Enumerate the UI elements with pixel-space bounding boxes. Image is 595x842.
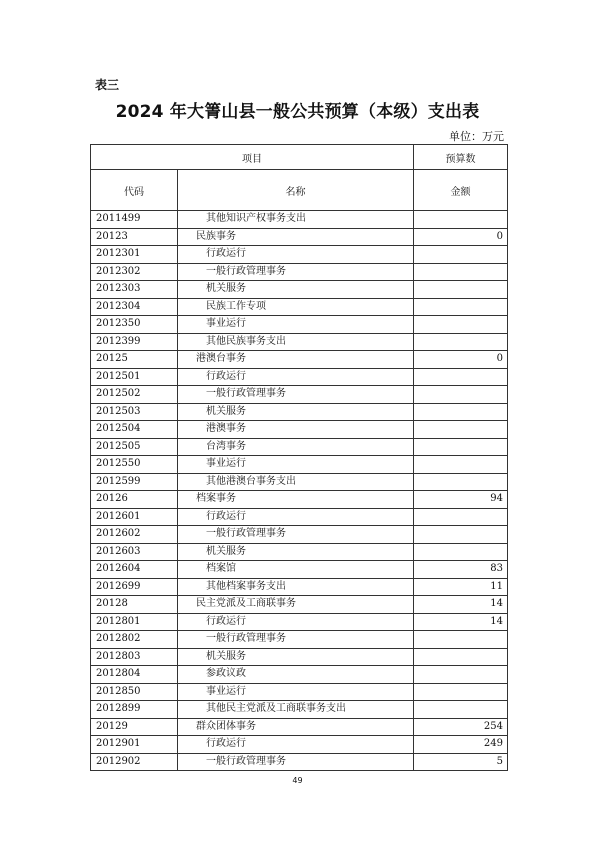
row-amount [414, 526, 508, 544]
table-row [91, 211, 508, 229]
row-amount [414, 386, 508, 404]
row-name: 其他知识产权事务支出 [178, 211, 414, 229]
row-name: 民族工作专项 [178, 298, 414, 316]
table-row [91, 456, 508, 474]
table-row [91, 718, 508, 736]
table-row [91, 281, 508, 299]
row-code: 2012602 [91, 526, 178, 544]
table-row [91, 631, 508, 649]
row-name: 事业运行 [178, 456, 414, 474]
table-row [91, 683, 508, 701]
row-name: 其他港澳台事务支出 [178, 473, 414, 491]
table-row [91, 701, 508, 719]
row-amount [414, 421, 508, 439]
row-name: 行政运行 [178, 613, 414, 631]
row-name: 行政运行 [178, 246, 414, 264]
row-code: 2012599 [91, 473, 178, 491]
row-name: 港澳台事务 [178, 351, 414, 369]
row-amount [414, 333, 508, 351]
header-budget: 预算数 [414, 145, 508, 170]
row-name: 事业运行 [178, 683, 414, 701]
row-code: 2012302 [91, 263, 178, 281]
table-row [91, 386, 508, 404]
header-row-2 [91, 170, 508, 211]
row-code: 2012501 [91, 368, 178, 386]
table-row [91, 526, 508, 544]
table-row [91, 491, 508, 509]
row-code: 2012603 [91, 543, 178, 561]
row-code: 2012350 [91, 316, 178, 334]
row-code: 20123 [91, 228, 178, 246]
row-code: 2012303 [91, 281, 178, 299]
row-name: 一般行政管理事务 [178, 263, 414, 281]
row-code: 2012604 [91, 561, 178, 579]
row-amount: 14 [414, 613, 508, 631]
row-amount: 11 [414, 578, 508, 596]
table-row [91, 596, 508, 614]
row-name: 档案事务 [178, 491, 414, 509]
table-label: 表三 [95, 78, 120, 92]
header-row-1 [91, 145, 508, 170]
row-code: 2011499 [91, 211, 178, 229]
row-name: 行政运行 [178, 736, 414, 754]
row-name: 民主党派及工商联事务 [178, 596, 414, 614]
header-name: 名称 [178, 170, 414, 211]
budget-table [90, 144, 508, 771]
row-amount: 14 [414, 596, 508, 614]
row-name: 一般行政管理事务 [178, 526, 414, 544]
row-code: 2012505 [91, 438, 178, 456]
row-name: 机关服务 [178, 403, 414, 421]
row-code: 2012802 [91, 631, 178, 649]
page-number: 49 [292, 776, 303, 785]
row-name: 机关服务 [178, 281, 414, 299]
row-amount [414, 473, 508, 491]
row-amount: 249 [414, 736, 508, 754]
row-code: 2012550 [91, 456, 178, 474]
row-code: 2012803 [91, 648, 178, 666]
row-amount: 94 [414, 491, 508, 509]
table-row [91, 561, 508, 579]
row-code: 2012304 [91, 298, 178, 316]
table-row [91, 263, 508, 281]
row-amount [414, 281, 508, 299]
table-row [91, 333, 508, 351]
row-code: 2012502 [91, 386, 178, 404]
table-row [91, 473, 508, 491]
row-amount [414, 648, 508, 666]
row-name: 参政议政 [178, 666, 414, 684]
row-code: 2012902 [91, 753, 178, 771]
row-code: 2012850 [91, 683, 178, 701]
table-row [91, 403, 508, 421]
row-name: 一般行政管理事务 [178, 631, 414, 649]
row-name: 一般行政管理事务 [178, 386, 414, 404]
header-project: 项目 [91, 145, 414, 170]
row-amount [414, 211, 508, 229]
document-title: 2024 年大箐山县一般公共预算（本级）支出表 [115, 102, 480, 122]
row-name: 机关服务 [178, 543, 414, 561]
row-code: 2012399 [91, 333, 178, 351]
row-code: 20129 [91, 718, 178, 736]
row-name: 港澳事务 [178, 421, 414, 439]
row-code: 2012601 [91, 508, 178, 526]
table-row [91, 438, 508, 456]
table-row [91, 298, 508, 316]
table-body [91, 211, 508, 771]
row-amount [414, 701, 508, 719]
row-name: 其他民族事务支出 [178, 333, 414, 351]
row-name: 其他民主党派及工商联事务支出 [178, 701, 414, 719]
row-amount [414, 666, 508, 684]
row-name: 事业运行 [178, 316, 414, 334]
row-code: 2012901 [91, 736, 178, 754]
row-name: 台湾事务 [178, 438, 414, 456]
row-name: 行政运行 [178, 508, 414, 526]
table-row [91, 613, 508, 631]
row-amount: 254 [414, 718, 508, 736]
row-code: 2012301 [91, 246, 178, 264]
unit-label: 单位：万元 [449, 130, 504, 143]
row-name: 其他档案事务支出 [178, 578, 414, 596]
table-row [91, 753, 508, 771]
row-amount [414, 543, 508, 561]
row-code: 20125 [91, 351, 178, 369]
row-amount [414, 631, 508, 649]
table-row [91, 508, 508, 526]
row-amount [414, 316, 508, 334]
row-amount [414, 456, 508, 474]
table-row [91, 736, 508, 754]
row-code: 2012899 [91, 701, 178, 719]
row-code: 20128 [91, 596, 178, 614]
row-amount [414, 298, 508, 316]
row-name: 民族事务 [178, 228, 414, 246]
table-row [91, 351, 508, 369]
table-row [91, 421, 508, 439]
table-row [91, 578, 508, 596]
row-code: 2012504 [91, 421, 178, 439]
header-code: 代码 [91, 170, 178, 211]
table-row [91, 246, 508, 264]
row-amount: 83 [414, 561, 508, 579]
table-row [91, 228, 508, 246]
row-name: 一般行政管理事务 [178, 753, 414, 771]
row-name: 档案馆 [178, 561, 414, 579]
row-code: 20126 [91, 491, 178, 509]
table-row [91, 543, 508, 561]
row-amount: 5 [414, 753, 508, 771]
row-amount [414, 683, 508, 701]
row-amount [414, 403, 508, 421]
row-amount [414, 246, 508, 264]
table-row [91, 648, 508, 666]
row-amount: 0 [414, 351, 508, 369]
row-code: 2012699 [91, 578, 178, 596]
row-amount [414, 438, 508, 456]
row-amount [414, 508, 508, 526]
row-amount [414, 263, 508, 281]
row-code: 2012503 [91, 403, 178, 421]
row-amount: 0 [414, 228, 508, 246]
row-code: 2012801 [91, 613, 178, 631]
row-name: 群众团体事务 [178, 718, 414, 736]
row-amount [414, 368, 508, 386]
row-code: 2012804 [91, 666, 178, 684]
row-name: 机关服务 [178, 648, 414, 666]
table-row [91, 316, 508, 334]
table-row [91, 666, 508, 684]
row-name: 行政运行 [178, 368, 414, 386]
header-amount: 金额 [414, 170, 508, 211]
table-row [91, 368, 508, 386]
